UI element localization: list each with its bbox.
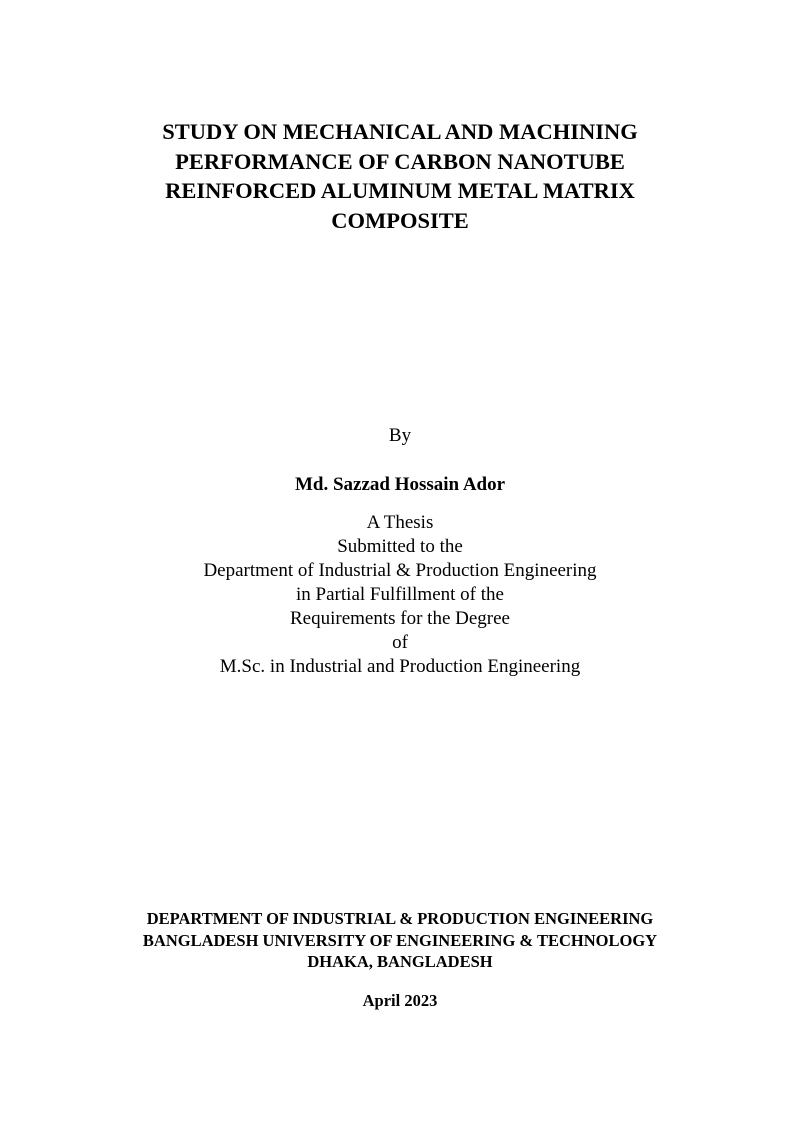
thesis-line: Requirements for the Degree	[290, 608, 510, 629]
thesis-title	[0, 117, 800, 235]
title-line: COMPOSITE	[331, 207, 469, 233]
title-line: REINFORCED ALUMINUM METAL MATRIX	[165, 178, 635, 203]
thesis-line: A Thesis	[366, 512, 434, 533]
thesis-line: M.Sc. in Industrial and Production Engineering	[219, 656, 581, 677]
thesis-line: in Partial Fulfillment of the	[296, 584, 504, 605]
title-line: STUDY ON MECHANICAL AND MACHINING	[162, 119, 638, 144]
institution-block	[0, 908, 800, 973]
author-name: Md. Sazzad Hossain Ador	[294, 474, 506, 495]
thesis-line: Department of Industrial & Production Engineering	[203, 560, 597, 581]
institution-line: DHAKA, BANGLADESH	[307, 952, 493, 971]
thesis-line: of	[392, 632, 408, 653]
thesis-line: Submitted to the	[337, 536, 463, 557]
institution-line: BANGLADESH UNIVERSITY OF ENGINEERING & TECHNOLOGY	[142, 930, 658, 950]
thesis-statement	[0, 511, 800, 679]
title-line: PERFORMANCE OF CARBON NANOTUBE	[175, 148, 625, 174]
submission-date: April 2023	[362, 991, 438, 1010]
by-label: By	[388, 425, 412, 446]
institution-line: DEPARTMENT OF INDUSTRIAL & PRODUCTION ENGINEERING	[146, 909, 654, 928]
